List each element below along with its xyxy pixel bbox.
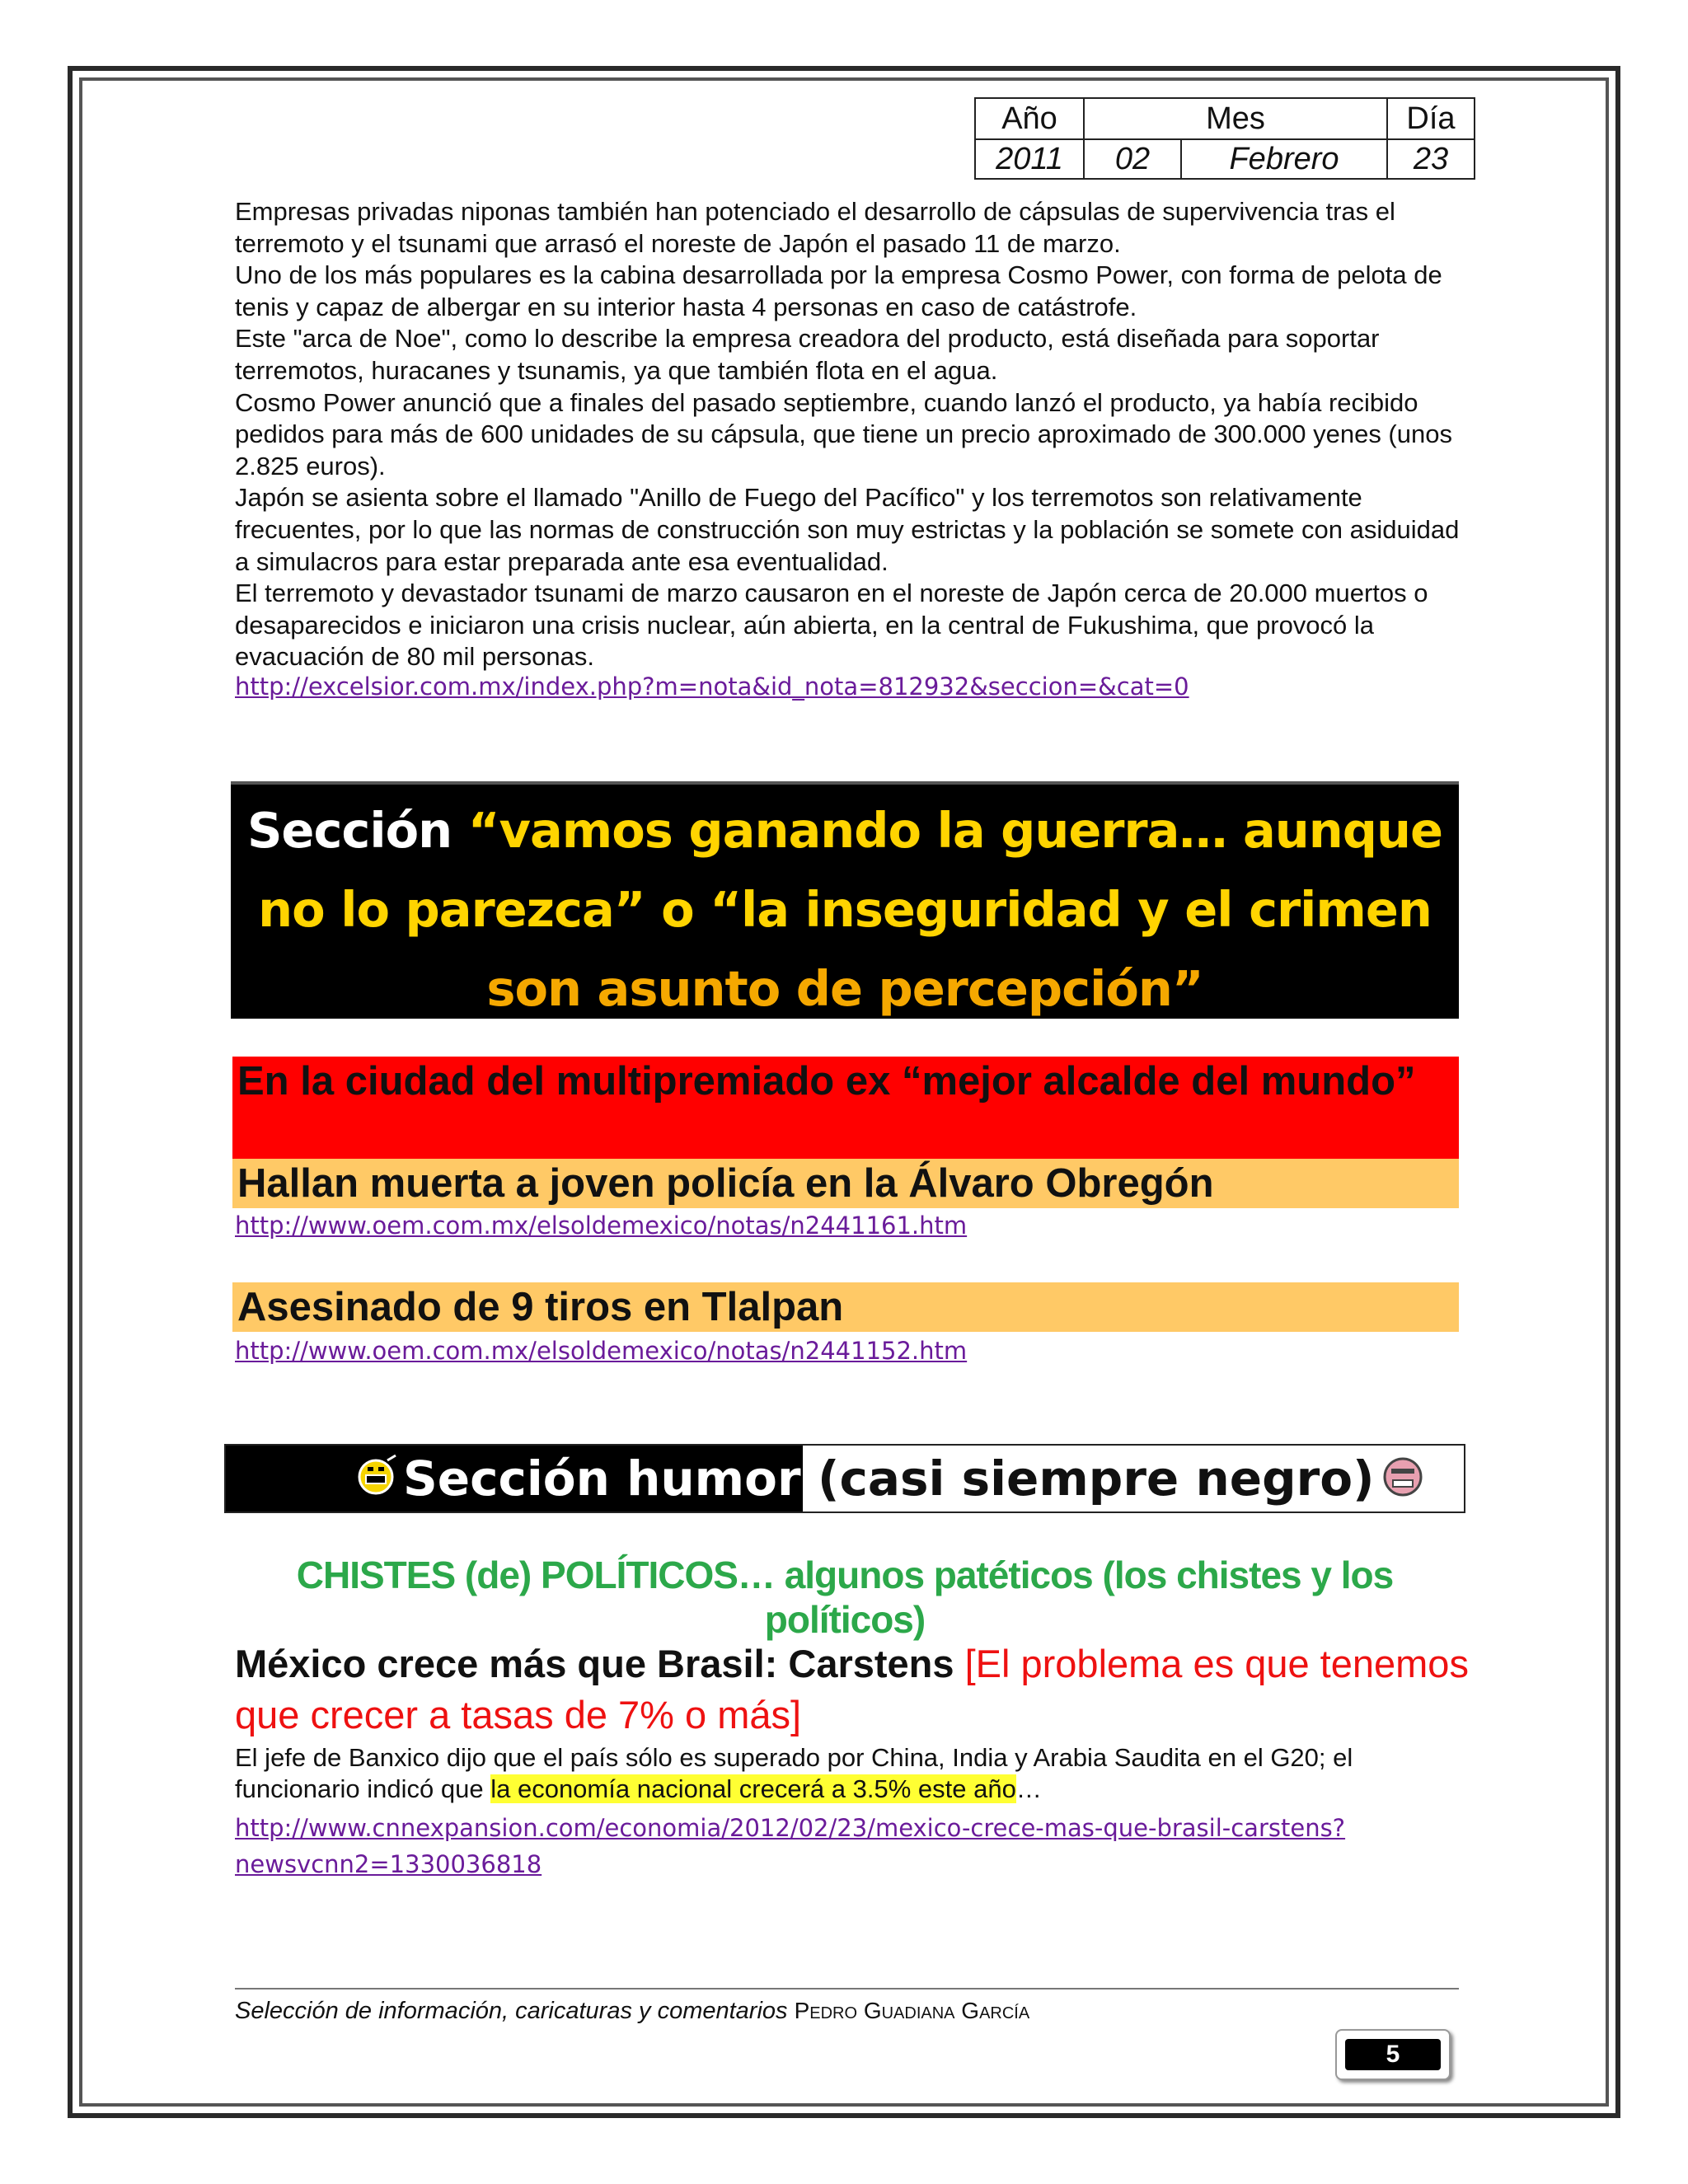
mexico-title-comment: [El problema es que tenemos que crecer a tasas de 7% o más] <box>235 1642 1469 1736</box>
cnnexpansion-link[interactable]: http://www.cnnexpansion.com/economia/2012/02/23/mexico-crece-mas-que-brasil-carstens?newsvcnn2=1330036818 <box>235 1814 1346 1878</box>
banner-line2: no lo parezca” o “la inseguridad y el crimen <box>258 881 1432 938</box>
mexico-article-title <box>235 1638 1471 1741</box>
footer-text: Selección de información, caricaturas y comentarios <box>235 1998 795 2024</box>
excelsior-link[interactable]: http://excelsior.com.mx/index.php?m=nota&id_nota=812932&seccion=&cat=0 <box>235 673 1189 701</box>
date-table <box>974 97 1475 180</box>
humor-section-bar <box>224 1444 1465 1513</box>
news-title-1: Hallan muerta a joven policía en la Álvaro Obregón <box>232 1159 1459 1208</box>
grumpy-face-icon <box>1381 1455 1424 1498</box>
mexico-body-ellipsis: … <box>1015 1774 1042 1803</box>
banner-line1: “vamos ganando la guerra… aunque <box>467 802 1443 859</box>
mexico-body-text: El jefe de Banxico dijo que el país sólo es superado por China, India y Arabia Saudita en el G20; el funcionario indicó que <box>235 1743 1353 1803</box>
footer-credit <box>235 1998 1029 2025</box>
red-heading: En la ciudad del multipremiado ex “mejor alcalde del mundo” <box>232 1057 1459 1159</box>
mexico-article-body <box>235 1742 1471 1805</box>
month-number: 02 <box>1084 139 1181 179</box>
footer-author: Pedro Guadiana García <box>794 1998 1030 2023</box>
news-title-2: Asesinado de 9 tiros en Tlalpan <box>232 1282 1459 1332</box>
year-header: Año <box>975 98 1084 139</box>
highlighted-text: la economía nacional crecerá a 3.5% este año <box>490 1774 1016 1803</box>
banner-prefix: Sección <box>246 802 468 859</box>
page-number: 5 <box>1345 2039 1441 2070</box>
banner-line3: son asunto de percepción” <box>486 960 1203 1017</box>
footer-divider <box>235 1988 1459 1990</box>
day-value: 23 <box>1387 139 1475 179</box>
oem-link-1[interactable]: http://www.oem.com.mx/elsoldemexico/notas/n2441161.htm <box>235 1212 968 1240</box>
article-body <box>235 196 1471 673</box>
paragraph: El terremoto y devastador tsunami de marzo causaron en el noreste de Japón cerca de 20.000 muertos o desaparecidos e iniciaron una crisis nuclear, aún abierta, en la central de Fukushima, que provocó la evacuación de 80 mil personas. <box>235 579 1428 672</box>
humor-subtitle: (casi siempre negro) <box>818 1451 1375 1507</box>
paragraph: Cosmo Power anunció que a finales del pasado septiembre, cuando lanzó el producto, ya había recibido pedidos para más de 600 unidades de su cápsula, que tiene un precio aproximado de 300.000 yenes (unos 2.825 euros). <box>235 387 1452 480</box>
day-header: Día <box>1387 98 1475 139</box>
month-header: Mes <box>1084 98 1387 139</box>
paragraph: Uno de los más populares es la cabina desarrollada por la empresa Cosmo Power, con forma de pelota de tenis y capaz de albergar en su interior hasta 4 personas en caso de catástrofe. <box>235 260 1442 321</box>
paragraph: Este "arca de Noe", como lo describe la empresa creadora del producto, está diseñada para soportar terremotos, huracanes y tsunamis, ya que también flota en el agua. <box>235 324 1380 385</box>
oem-link-2[interactable]: http://www.oem.com.mx/elsoldemexico/notas/n2441152.htm <box>235 1337 968 1365</box>
chistes-heading: CHISTES (de) POLÍTICOS… algunos patéticos (los chistes y los políticos) <box>296 1554 1394 1641</box>
humor-title: Sección humor <box>403 1451 801 1507</box>
page-number-box <box>1335 2029 1451 2080</box>
paragraph: Japón se asienta sobre el llamado "Anillo de Fuego del Pacífico" y los terremotos son relativamente frecuentes, por lo que las normas de construcción son muy estrictas y la población se somete con asiduidad a simulacros para estar preparada ante esa eventualidad. <box>235 483 1460 576</box>
section-banner-title <box>231 791 1459 1029</box>
year-value: 2011 <box>975 139 1084 179</box>
mexico-title-bold: México crece más que Brasil: Carstens <box>235 1642 965 1685</box>
paragraph: Empresas privadas niponas también han potenciado el desarrollo de cápsulas de supervivencia tras el terremoto y el tsunami que arrasó el noreste de Japón el pasado 11 de marzo. <box>235 197 1395 258</box>
month-name: Febrero <box>1181 139 1387 179</box>
section-banner <box>231 781 1459 1019</box>
grinning-face-icon <box>356 1454 399 1497</box>
